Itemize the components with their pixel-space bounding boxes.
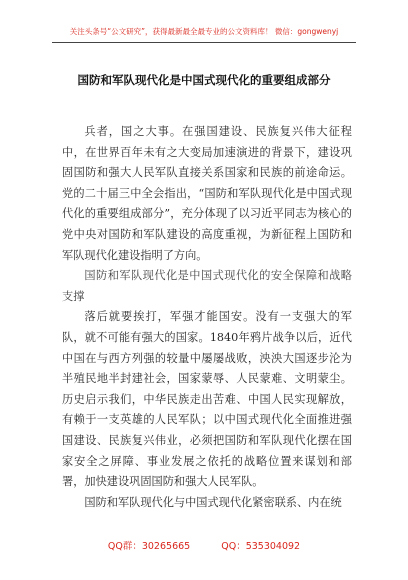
paragraph-continued: 国防和军队现代化与中国式现代化紧密联系、内在统 (84, 495, 342, 509)
footer-contact (0, 538, 408, 552)
section-heading: 国防和军队现代化是中国式现代化的安全保障和战略支撑 (62, 269, 352, 303)
document-title: 国防和军队现代化是中国式现代化的重要组成部分 (77, 73, 331, 87)
footer-qq-group: QQ群：30265665 (107, 541, 191, 552)
document-body (62, 122, 352, 513)
footer-qq: QQ：535304092 (221, 541, 301, 552)
paragraph-intro: 兵者，国之大事。在强国建设、民族复兴伟大征程中，在世界百年未有之大变局加速演进的背景下，建设巩固国防和强大人民军队直接关系国家和民族的前途命运。党的二十届三中全会指出，“国防和军队现代化是中国式现代化的重要组成部分”，充分体现了以习近平同志为核心的党中央对国防和军队建设的高度重视，为新征程上国防和军队现代化建设指明了方向。 (62, 125, 352, 262)
paragraph-history: 落后就要挨打，军强才能国安。没有一支强大的军队，就不可能有强大的国家。1840年鸦片战争以后，近代中国在与西方列强的较量中屡屡战败，泱泱大国逐步沦为半殖民地半封建社会，国家蒙辱、人民蒙难、文明蒙尘。历史启示我们，中华民族走出苦难、中国人民实现解放，有赖于一支英雄的人民军队；以中国式现代化全面推进强国建设、民族复兴伟业，必须把国防和军队现代化摆在国家安全之屏障、事业发展之依托的战略位置来谋划和部署，加快建设巩固国防和强大人民军队。 (62, 310, 352, 489)
header-divider (52, 42, 356, 43)
header-note: 关注头条号“公文研究”，获得最新最全最专业的公文资料库！ 微信：gongwenyj (69, 27, 339, 36)
